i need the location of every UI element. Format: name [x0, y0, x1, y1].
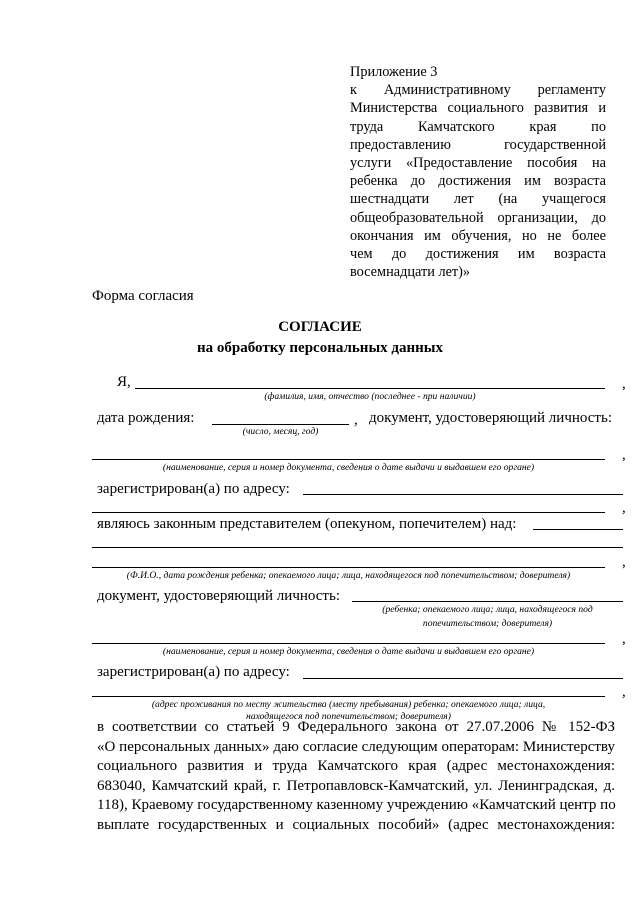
- body-line: выплате государственных и социальных пособий» (адрес местонахождения:: [97, 816, 615, 833]
- annex-line: шестнадцати лет (на учащегося: [350, 191, 606, 208]
- annex-line: окончания им обучения, но не более: [350, 227, 606, 244]
- body-line: в соответствии со статьей 9 Федерального закона от 27.07.2006 № 152-ФЗ: [97, 719, 615, 735]
- comma: ,: [622, 376, 626, 392]
- annex-line: труда Камчатского края по: [350, 118, 606, 135]
- comma: ,: [622, 684, 626, 700]
- page-title: СОГЛАСИЕ: [278, 319, 362, 335]
- annex-line: к Административному регламенту: [350, 82, 606, 99]
- ward-field-3[interactable]: [92, 567, 605, 568]
- address-field[interactable]: [303, 494, 623, 495]
- ward-field[interactable]: [533, 529, 623, 530]
- child-address-caption: (адрес проживания по месту жительства (месту пребывания) ребенка; опекаемого лица; лица,: [151, 699, 546, 710]
- child-address-field[interactable]: [303, 678, 623, 679]
- comma: ,: [354, 412, 358, 428]
- consent-text: [97, 718, 615, 836]
- birthdate-caption: (число, месяц, год): [242, 426, 319, 437]
- document-field[interactable]: [92, 459, 605, 460]
- comma: ,: [622, 447, 626, 463]
- comma: ,: [622, 500, 626, 516]
- child-doc-caption: (ребенка; опекаемого лица; лица, находящегося под: [382, 604, 593, 615]
- annex-line: ребенка до достижения им возраста: [350, 173, 606, 190]
- child-reg-label: зарегистрирован(а) по адресу:: [97, 664, 290, 680]
- doc-label: документ, удостоверяющий личность:: [369, 410, 612, 426]
- i-label: Я,: [117, 374, 131, 390]
- child-document-field[interactable]: [352, 601, 623, 602]
- form-label: Форма согласия: [92, 288, 194, 304]
- annex-line: предоставлению государственной: [350, 136, 606, 153]
- address-field-2[interactable]: [92, 512, 605, 513]
- ward-field-2[interactable]: [92, 547, 623, 548]
- body-line: «О персональных данных» даю согласие следующим операторам: Министерству: [97, 738, 615, 755]
- body-line: 118), Краевому государственному казенному учреждению «Камчатский центр по: [97, 797, 616, 814]
- comma: ,: [622, 631, 626, 647]
- representative-label: являюсь законным представителем (опекуном, попечителем) над:: [97, 516, 517, 532]
- document-caption: (наименование, серия и номер документа, сведения о дате выдачи и выдавшем его органе): [162, 462, 535, 473]
- page-subtitle: на обработку персональных данных: [197, 340, 443, 356]
- annex-block: [350, 63, 606, 281]
- fullname-caption: (фамилия, имя, отчество (последнее - при наличии): [264, 391, 476, 402]
- child-doc-details-caption: (наименование, серия и номер документа, сведения о дате выдачи и выдавшем его органе): [162, 646, 535, 657]
- birthdate-field[interactable]: [212, 424, 349, 425]
- reg-label: зарегистрирован(а) по адресу:: [97, 481, 290, 497]
- annex-line: Министерства социального развития и: [350, 100, 606, 117]
- child-doc-caption: попечительством; доверителя): [422, 618, 553, 629]
- child-doc-label: документ, удостоверяющий личность:: [97, 588, 340, 604]
- comma: ,: [622, 554, 626, 570]
- body-line: социального развития и труда Камчатского края (адрес местонахождения:: [97, 758, 615, 775]
- birth-label: дата рождения:: [97, 410, 195, 426]
- child-address-caption: находящегося под попечительством; доверителя): [246, 711, 451, 722]
- ward-caption: (Ф.И.О., дата рождения ребенка; опекаемого лица; лица, находящегося под попечительством; доверителя): [126, 570, 571, 581]
- fullname-field[interactable]: [135, 388, 605, 389]
- annex-line: восемнадцати лет)»: [350, 264, 471, 281]
- annex-line: Приложение 3: [350, 64, 438, 80]
- annex-line: общеобразовательной организации, до: [350, 209, 606, 226]
- annex-line: чем до достижения им возраста: [350, 246, 606, 263]
- annex-line: услуги «Предоставление пособия на: [350, 155, 606, 172]
- body-line: 683040, Камчатский край, г. Петропавловск-Камчатский, ул. Ленинградская, д.: [97, 777, 615, 794]
- child-address-field-2[interactable]: [92, 696, 605, 697]
- child-document-field-2[interactable]: [92, 643, 605, 644]
